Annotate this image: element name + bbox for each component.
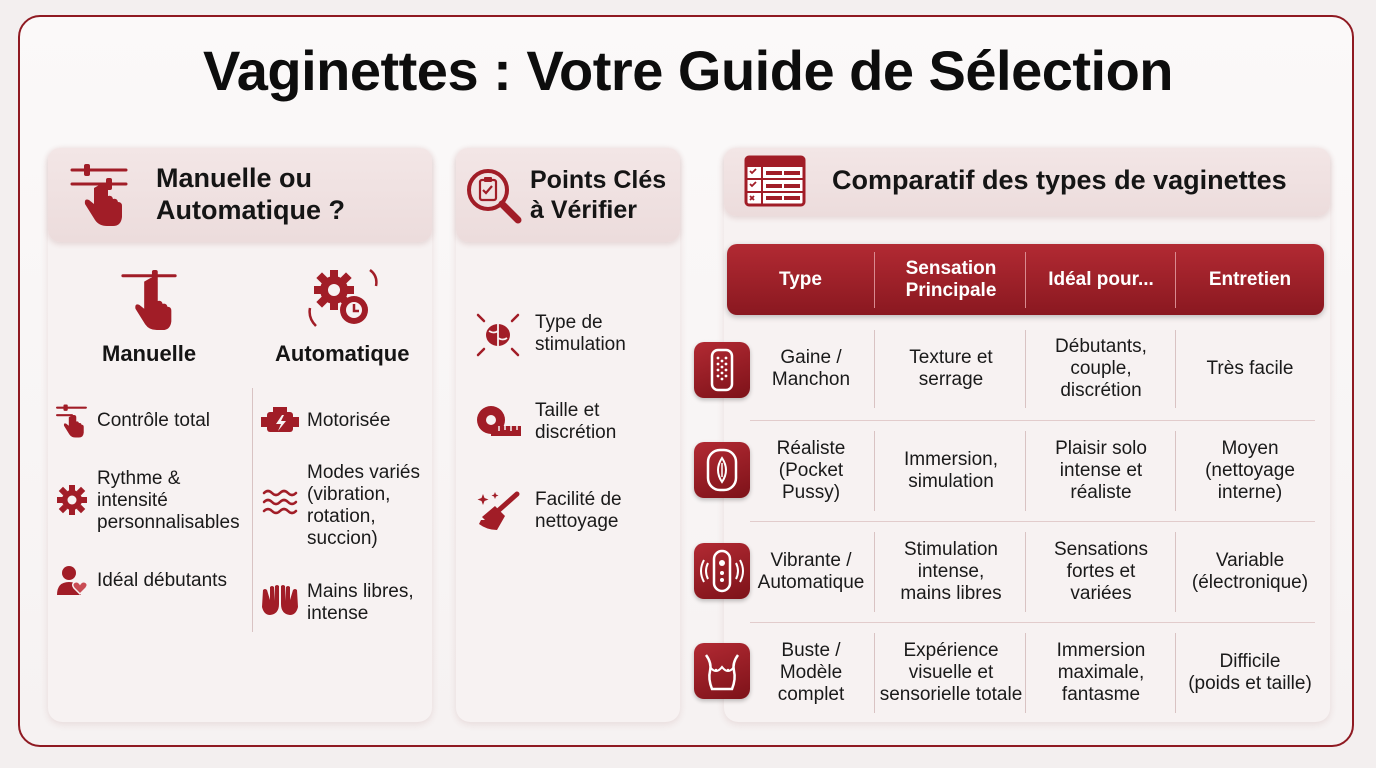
hands-icon [261,584,299,616]
hand-pointer-icon [56,403,88,439]
col-divider [874,431,875,511]
magnifier-checklist-icon [464,166,522,224]
col-divider [874,532,875,612]
header-divider [1175,252,1176,308]
tape-measure-icon [475,404,523,440]
auto-item-2: Modes variés (vibration, rotation, succion) [307,462,420,549]
row3-ideal: Sensations fortes et variées [1053,539,1148,604]
automatic-title: Automatique [275,341,410,366]
row1-maintenance: Très facile [1206,358,1294,379]
hand-slider-icon [70,162,130,228]
manual-item-2: Rythme & intensité personnalisables [97,468,240,533]
row4-maintenance: Difficile (poids et taille) [1188,651,1312,694]
header-divider [874,252,875,308]
cleaning-brush-icon [475,490,521,532]
row-divider [750,521,1315,522]
row2-maintenance: Moyen (nettoyage interne) [1205,438,1295,503]
manual-item-1: Contrôle total [97,410,211,431]
manual-hand-icon [118,268,182,332]
row-divider [750,622,1315,623]
row2-ideal: Plaisir solo intense et réaliste [1055,438,1147,503]
comparison-title: Comparatif des types de vaginettes [832,165,1287,195]
motor-icon [261,406,299,436]
brain-icon [475,312,521,358]
automatic-gears-icon [308,264,378,332]
waves-icon [262,488,298,516]
vibrating-device-icon [694,543,750,599]
gear-icon [56,484,88,516]
header-divider [1025,252,1026,308]
auto-item-1: Motorisée [307,410,391,431]
row1-ideal: Débutants, couple, discrétion [1055,336,1147,401]
col-header-type: Type [779,269,822,290]
row4-ideal: Immersion maximale, fantasme [1056,640,1146,705]
row2-sensation: Immersion, simulation [904,449,998,492]
col-header-sensation: Sensation Principale [905,258,997,301]
auto-item-3: Mains libres, intense [307,581,414,624]
manual-title: Manuelle [102,341,197,366]
realistic-icon [694,442,750,498]
row3-maintenance: Variable (électronique) [1191,550,1309,593]
row4-type: Buste / Modèle complet [777,640,845,705]
page-title: Vaginettes : Votre Guide de Sélection [202,39,1174,102]
key-points-title: Points Clés à Vérifier [530,166,667,224]
key-point-2: Taille et discrétion [535,400,617,443]
manual-auto-divider [252,388,253,632]
manual-vs-auto-title: Manuelle ou Automatique ? [156,163,345,226]
key-point-3: Facilité de nettoyage [535,489,622,532]
col-divider [874,330,875,408]
row-divider [750,420,1315,421]
key-point-1: Type de stimulation [535,312,626,355]
sleeve-icon [694,342,750,398]
row1-sensation: Texture et serrage [909,347,993,390]
row3-type: Vibrante / Automatique [757,550,865,593]
row1-type: Gaine / Manchon [771,347,851,390]
col-header-ideal: Idéal pour... [1048,269,1154,290]
col-header-maintenance: Entretien [1208,269,1292,290]
torso-icon [694,643,750,699]
manual-item-3: Idéal débutants [97,570,227,591]
row4-sensation: Expérience visuelle et sensorielle totale [879,640,1023,705]
row3-sensation: Stimulation intense, mains libres [900,539,1002,604]
table-icon [744,155,806,207]
row2-type: Réaliste (Pocket Pussy) [776,438,846,503]
col-divider [874,633,875,713]
user-heart-icon [56,564,88,596]
